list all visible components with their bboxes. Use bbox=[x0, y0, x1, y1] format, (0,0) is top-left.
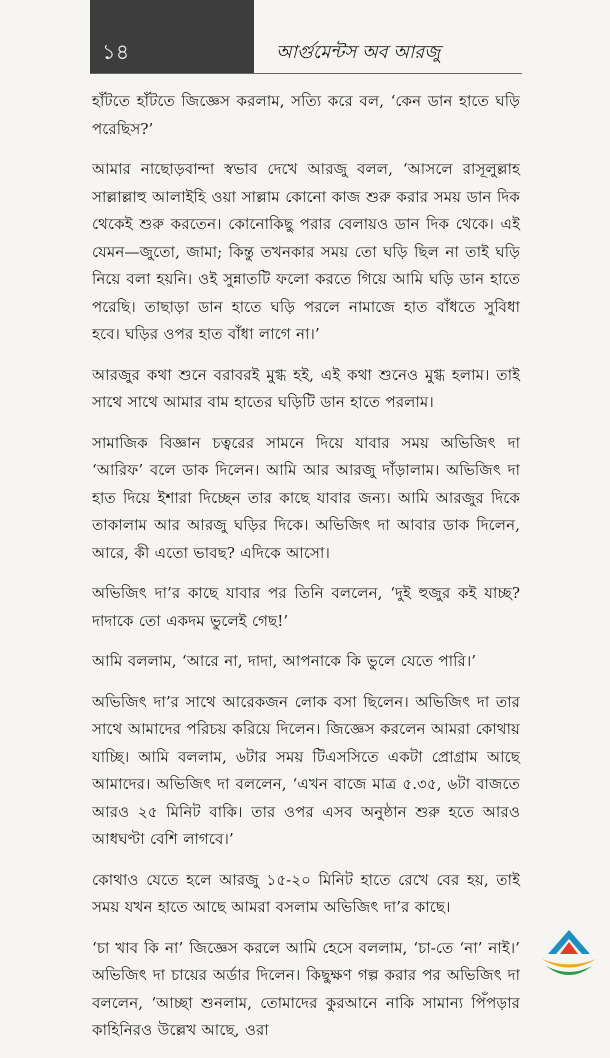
paragraph-7: অভিজিৎ দা’র সাথে আরেকজন লোক বসা ছিলেন। অভিজিৎ দা তার সাথে আমাদের পরিচয় করিয়ে দিলেন। জিজ্ঞেস করলেন আমরা কোথায় যাচ্ছি। আমি বললাম, ৬টার সময় টিএসসিতে একটা প্রোগ্রাম আছে আমাদের। অভিজিৎ দা বললেন, ‘এখন বাজে মাত্র ৫.৩৫, ৬টা বাজতে আরও ২৫ মিনিট বাকি। তার ওপর এসব অনুষ্ঠান শুরু হতে আরও আধঘণ্টা বেশি লাগবে।’ bbox=[92, 692, 520, 848]
header-rule bbox=[90, 73, 522, 74]
paragraph-8: কোথাও যেতে হলে আরজু ১৫-২০ মিনিট হাতে রেখে বের হয়, তাই সময় যখন হাতে আছে আমরা বসলাম অভিজিৎ দা’র কাছে। bbox=[92, 870, 520, 916]
paragraph-3: আরজুর কথা শুনে বরাবরই মুগ্ধ হই, এই কথা শুনেও মুগ্ধ হলাম। তাই সাথে সাথে আমার বাম হাতের ঘড়িটি ডান হাতে পরলাম। bbox=[92, 365, 520, 411]
publisher-logo-icon bbox=[536, 928, 602, 984]
paragraph-5: অভিজিৎ দা’র কাছে যাবার পর তিনি বললেন, ‘দুই হুজুর কই যাচ্ছ? দাদাকে তো একদম ভুলেই গেছ!’ bbox=[92, 584, 520, 630]
logo-arc-orange bbox=[542, 959, 596, 968]
paragraph-9: ‘চা খাব কি না’ জিজ্ঞেস করলে আমি হেসে বললাম, ‘চা-তে ‘না’ নাই।’ অভিজিৎ দা চায়ের অর্ডার দিলেন। কিছুক্ষণ গল্প করার পর অভিজিৎ দা বললেন, ‘আচ্ছা শুনলাম, তোমাদের কুরআনে নাকি সামান্য পিঁপড়ার কাহিনিরও উল্লেখ আছে, ওরা bbox=[92, 938, 520, 1039]
paragraph-2: আমার নাছোড়বান্দা স্বভাব দেখে আরজু বলল, ‘আসলে রাসূলুল্লাহ সাল্লাল্লাহু আলাইহি ওয়া সাল্লাম কোনো কাজ শুরু করার সময় ডান দিক থেকেই শুরু করতেন। কোনোকিছু পরার বেলায়ও ডান দিক থেকে। এই যেমন—জুতো, জামা; কিন্তু তখনকার সময় তো ঘড়ি ছিল না তাই ঘড়ি নিয়ে বলা হয়নি। ওই সুন্নাতটি ফলো করতে গিয়ে আমি ঘড়ি ডান হাতে পরেছি। তাছাড়া ডান হাতে ঘড়ি পরলে নামাজে হাত বাঁধতে সুবিধা হবে। ঘড়ির ওপর হাত বাঁধা লাগে না।’ bbox=[92, 160, 520, 343]
running-head: আর্গুমেন্টস অব আরজু bbox=[276, 42, 441, 63]
paragraph-1: হাঁটতে হাঁটতে জিজ্ঞেস করলাম, সত্যি করে বল, ‘কেন ডান হাতে ঘড়ি পরেছিস?’ bbox=[92, 92, 520, 138]
paragraph-4: সামাজিক বিজ্ঞান চত্বরের সামনে দিয়ে যাবার সময় অভিজিৎ দা ‘আরিফ’ বলে ডাক দিলেন। আমি আর আরজু দাঁড়ালাম। অভিজিৎ দা হাত দিয়ে ইশারা দিচ্ছেন তার কাছে যাবার জন্য। আমি আরজুর দিকে তাকালাম আর আরজু ঘড়ির দিকে। অভিজিৎ দা আবার ডাক দিলেন, আরে, কী এতো ভাবছ? এদিকে আসো। bbox=[92, 433, 520, 562]
page-body bbox=[92, 88, 520, 1058]
paragraph-6: আমি বললাম, ‘আরে না, দাদা, আপনাকে কি ভুলে যেতে পারি।’ bbox=[92, 652, 477, 670]
page-number: ১৪ bbox=[102, 40, 130, 64]
